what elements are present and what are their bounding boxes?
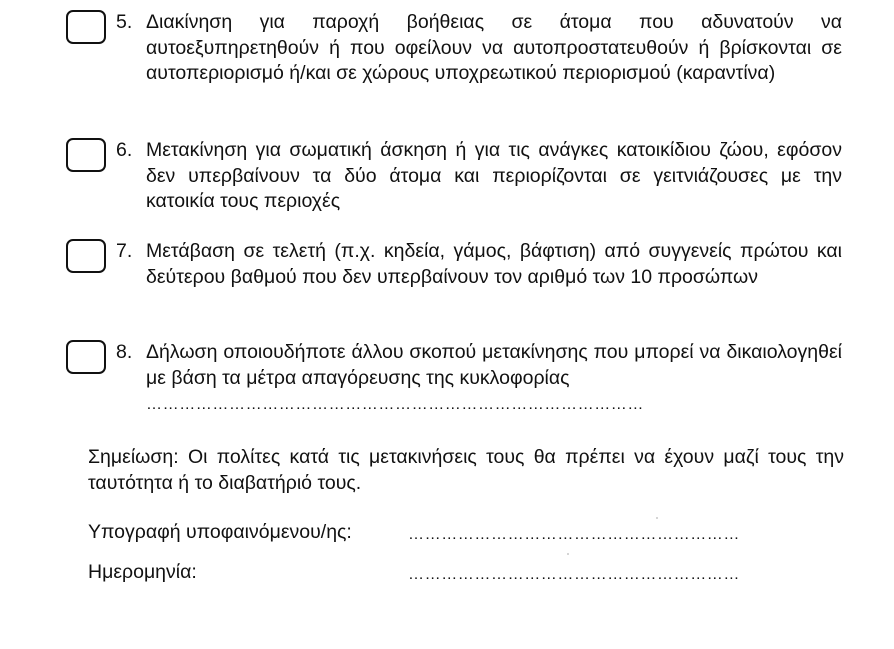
option-7 xyxy=(66,239,846,319)
option-8-checkbox[interactable] xyxy=(66,340,106,374)
option-7-checkbox[interactable] xyxy=(66,239,106,273)
option-5-checkbox[interactable] xyxy=(66,10,106,44)
option-8-number: 8. xyxy=(116,341,133,363)
date-line[interactable]: …………………………………………………… xyxy=(408,566,740,583)
signature-label: Υπογραφή υποφαινόμενου/ης: xyxy=(88,521,352,543)
option-6-text: Μετακίνηση για σωματική άσκηση ή για τις ανάγκες κατοικίδιου ζώου, εφόσον δεν υπερβαίνουν τα δύο άτομα και περιορίζονται σε γειτνιάζουσες με την κατοικία τους περιοχές xyxy=(146,139,842,212)
scan-speck xyxy=(567,553,569,555)
option-6 xyxy=(66,138,846,218)
option-6-number: 6. xyxy=(116,139,133,161)
option-7-number: 7. xyxy=(116,240,133,262)
option-6-checkbox[interactable] xyxy=(66,138,106,172)
note-text: Σημείωση: Οι πολίτες κατά τις μετακινήσεις τους θα πρέπει να έχουν μαζί τους την ταυτότητα ή το διαβατήριό τους. xyxy=(88,446,844,494)
option-8 xyxy=(66,340,846,420)
signature-row xyxy=(88,520,848,548)
option-5 xyxy=(66,10,846,110)
date-row xyxy=(88,560,848,588)
option-8-text-block xyxy=(146,340,842,415)
option-8-fill-line[interactable]: ……………………………………………………………………………… xyxy=(146,396,644,413)
date-label: Ημερομηνία: xyxy=(88,561,197,583)
scan-speck xyxy=(656,517,658,519)
signature-line[interactable]: …………………………………………………… xyxy=(408,526,740,543)
option-7-text: Μετάβαση σε τελετή (π.χ. κηδεία, γάμος, βάφτιση) από συγγενείς πρώτου και δεύτερου βαθμού που δεν υπερβαίνουν τον αριθμό των 10 προσώπων xyxy=(146,240,842,288)
option-5-text: Διακίνηση για παροχή βοήθειας σε άτομα που αδυνατούν να αυτοεξυπηρετηθούν ή που οφείλουν να αυτοπροστατευθούν ή βρίσκονται σε αυτοπεριορισμό ή/και σε χώρους υποχρεωτικού περιορισμού (καραντίνα) xyxy=(146,11,842,84)
option-8-text: Δήλωση οποιουδήποτε άλλου σκοπού μετακίνησης που μπορεί να δικαιολογηθεί με βάση τα μέτρα απαγόρευσης της κυκλοφορίας xyxy=(146,341,842,389)
option-5-number: 5. xyxy=(116,11,133,33)
